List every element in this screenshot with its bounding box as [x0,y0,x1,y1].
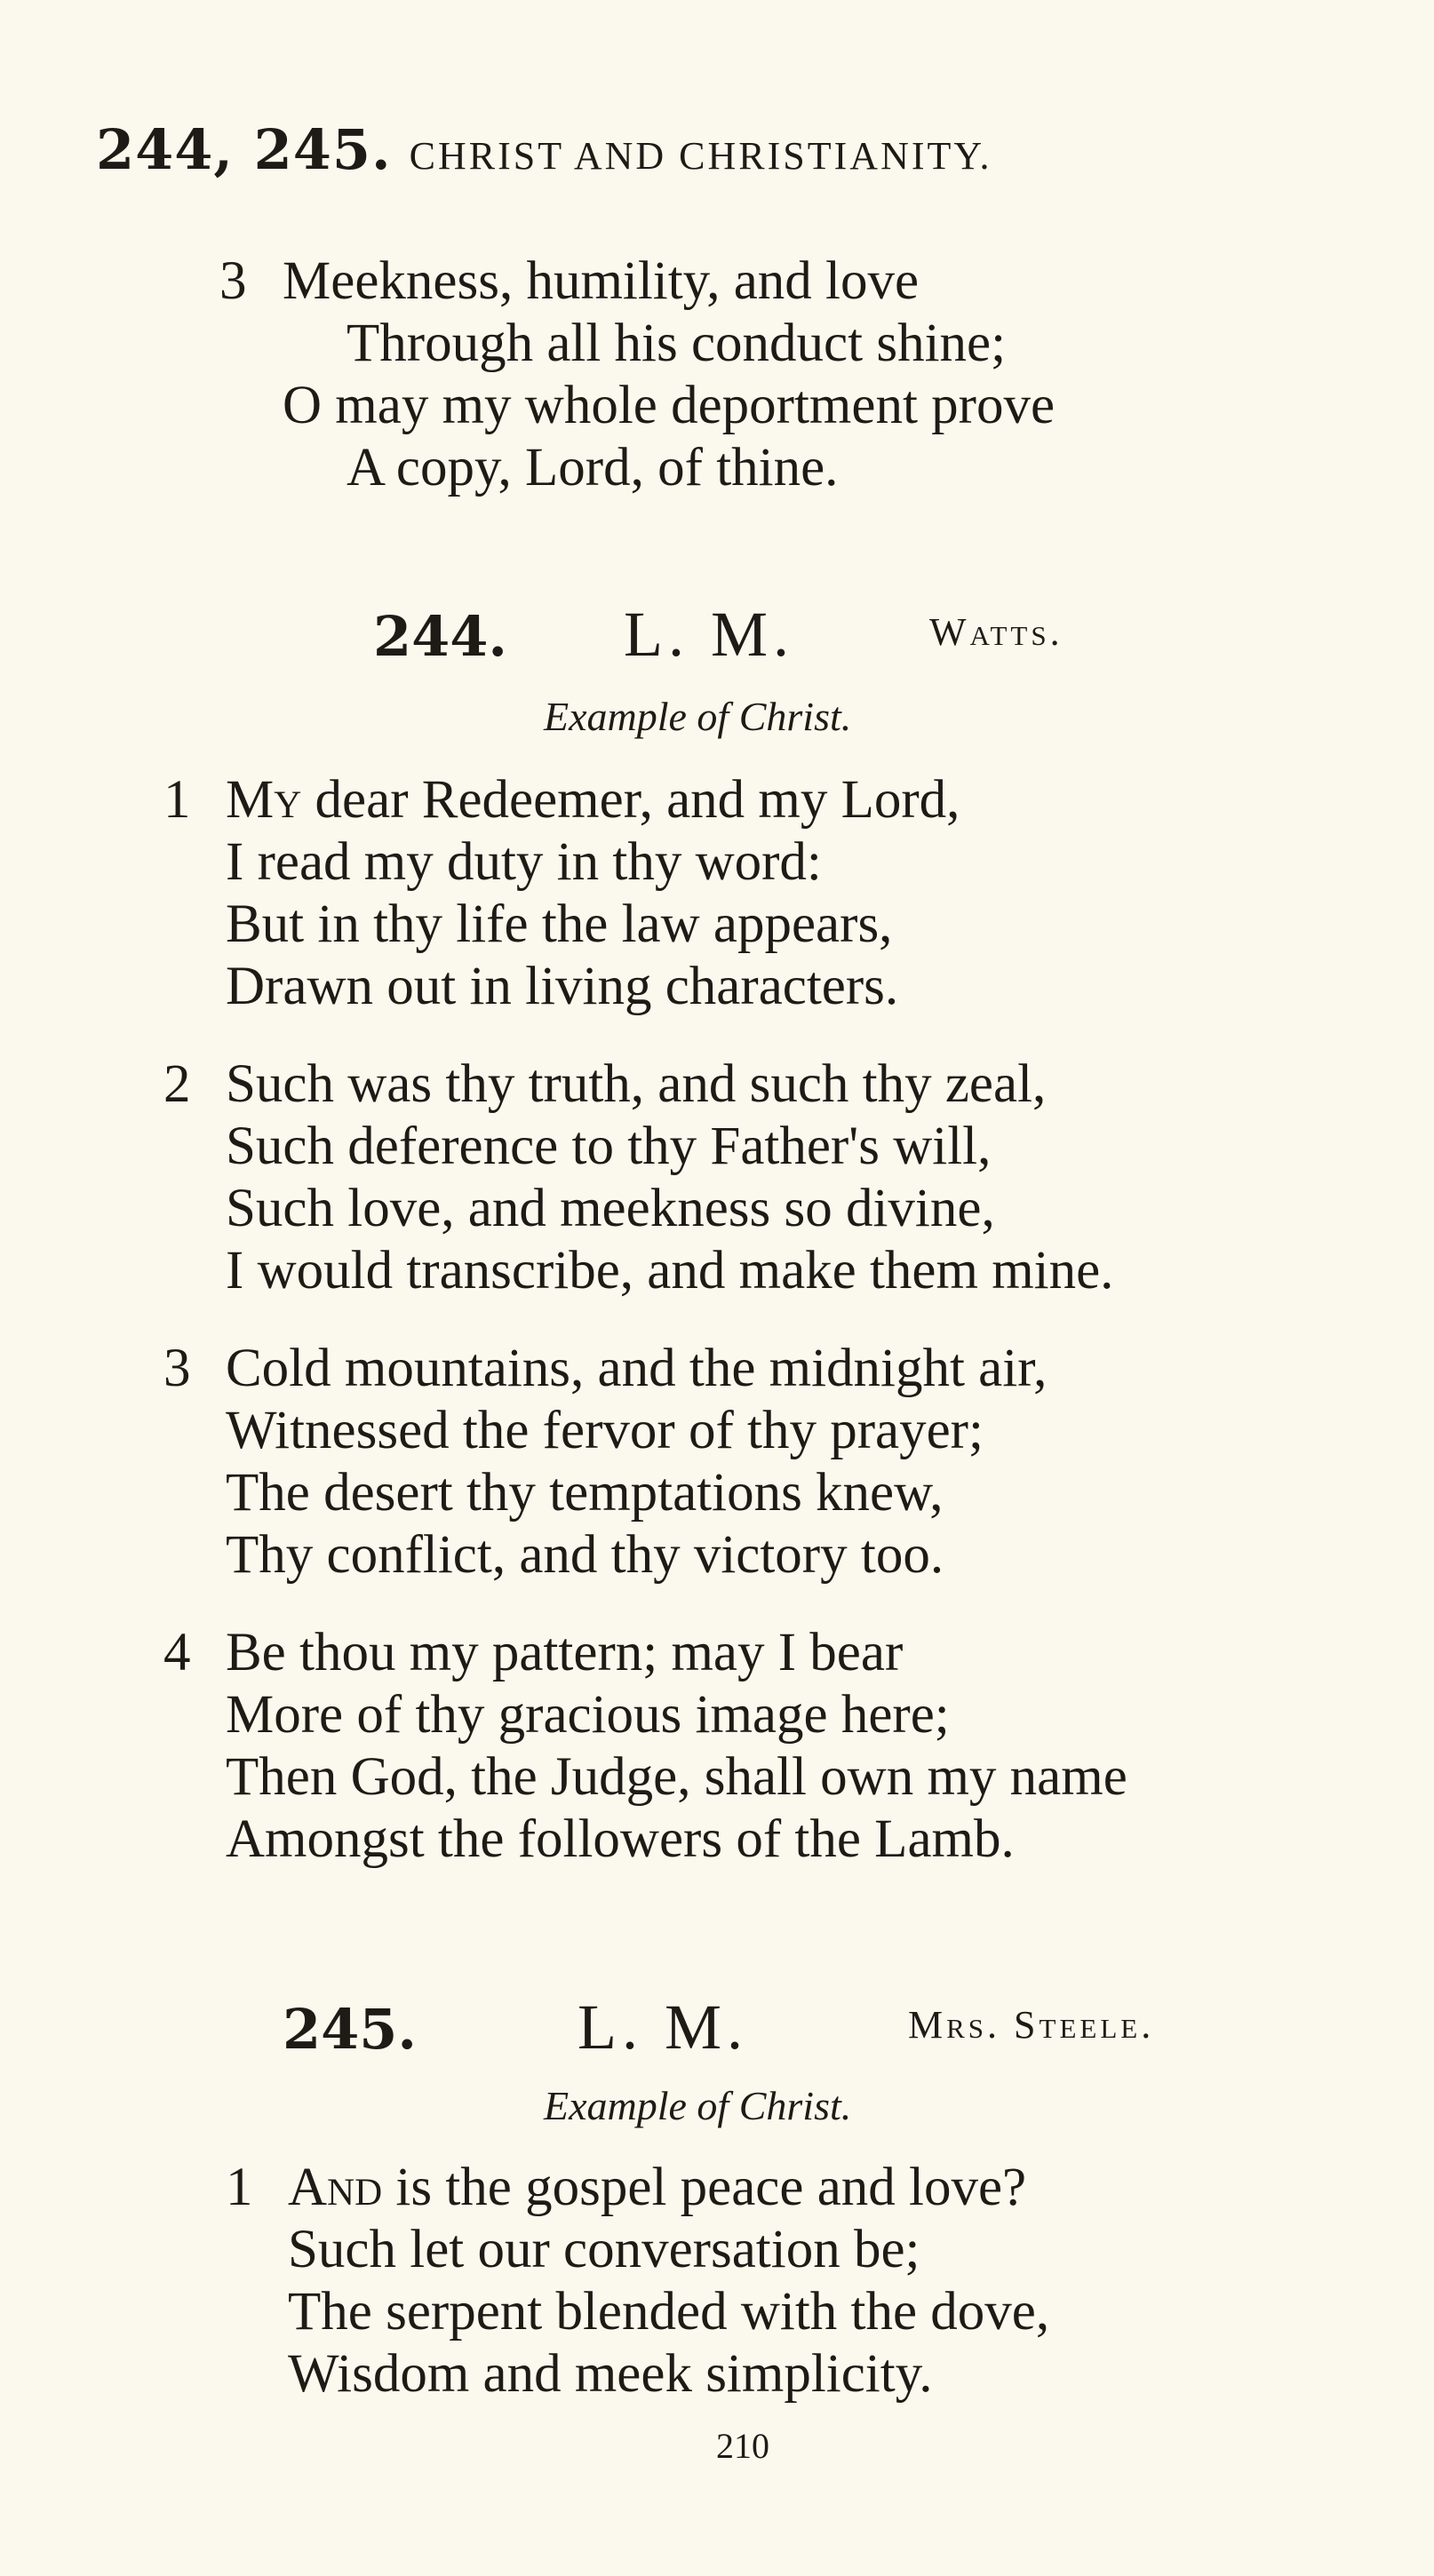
verse-line: Be thou my pattern; may I bear [226,1623,904,1682]
verse-line: Such love, and meekness so divine, [226,1179,995,1238]
verse-line: The serpent blended with the dove, [288,2282,1050,2341]
verse-line: The desert thy temptations knew, [226,1463,944,1523]
verse-line: O may my whole deportment prove [283,376,1056,435]
verse-number: 4 [163,1623,191,1682]
verse-line: Cold mountains, and the midnight air, [226,1339,1048,1398]
verse-first-line-rest: dear Redeemer, and my Lord, [301,770,960,830]
verse-first-line-rest: is the gospel peace and love? [382,2158,1027,2217]
verse-line: Such deference to thy Father's will, [226,1117,992,1176]
verse-number: 1 [226,2158,253,2217]
verse-line: Meekness, humility, and love [283,251,920,311]
verse-line: Witnessed the fervor of thy prayer; [226,1401,984,1460]
verse-number: 2 [163,1054,191,1114]
verse-line: Then God, the Judge, shall own my name [226,1747,1127,1807]
hymn-author: Mrs. Steele. [908,2003,1155,2047]
verse-line: More of thy gracious image here; [226,1685,950,1745]
hymn-number: 244. [373,604,508,669]
verse-number: 1 [163,770,191,830]
running-head-title: CHRIST AND CHRISTIANITY. [409,134,992,178]
hymn-meter: L. M. [578,1992,748,2063]
verse-line [226,770,960,830]
running-head [96,117,992,182]
hymn-author: Watts. [929,610,1064,654]
verse-number: 3 [163,1339,191,1398]
hymn-subtitle: Example of Christ. [544,2083,852,2128]
verse-line: I read my duty in thy word: [226,832,822,892]
page-number: 210 [716,2426,769,2466]
hymn-number: 245. [283,1997,418,2062]
verse-line: But in thy life the law appears, [226,894,893,954]
hymn-subtitle: Example of Christ. [544,694,852,739]
verse-line: Such was thy truth, and such thy zeal, [226,1054,1047,1114]
verse-first-word: And [288,2158,383,2217]
verse-line: Such let our conversation be; [288,2220,920,2279]
verse-line: A copy, Lord, of thine. [347,438,839,497]
verse-first-word: My [226,770,302,830]
verse-number: 3 [219,251,247,311]
verse-line: I would transcribe, and make them mine. [226,1241,1114,1300]
running-head-hymn-numbers: 244, 245. [96,117,392,182]
verse-line: Wisdom and meek simplicity. [288,2344,933,2404]
verse-line: Drawn out in living characters. [226,957,899,1016]
verse-line [288,2158,1027,2217]
verse-line: Amongst the followers of the Lamb. [226,1809,1015,1869]
hymn-meter: L. M. [624,599,794,670]
verse-line: Thy conflict, and thy victory too. [226,1525,944,1585]
verse-line: Through all his conduct shine; [347,314,1007,373]
